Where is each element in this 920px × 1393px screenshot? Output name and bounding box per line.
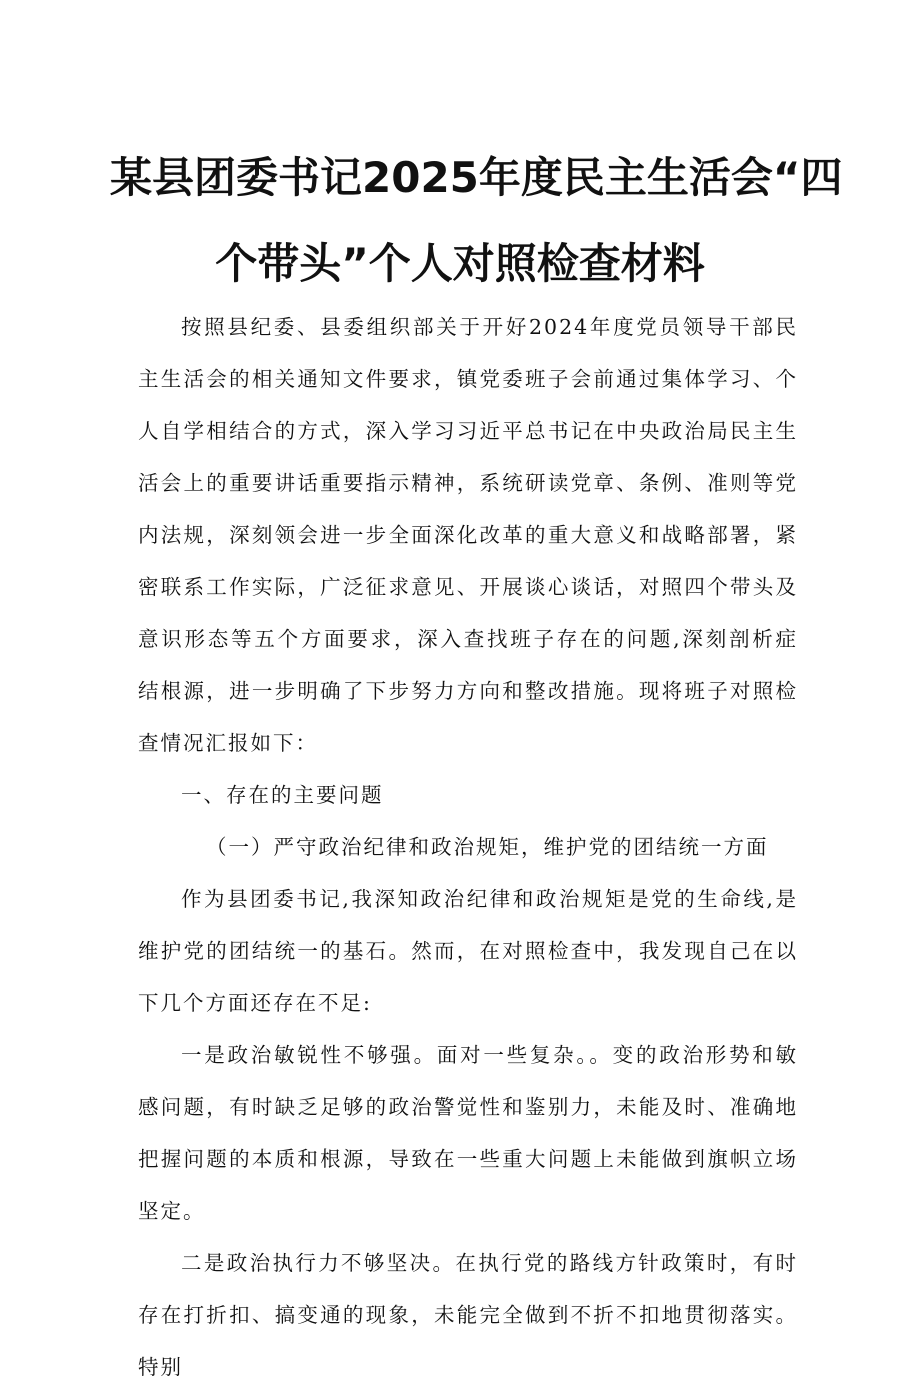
intro-paragraph: 按照县纪委、县委组织部关于开好2024年度党员领导干部民主生活会的相关通知文件要求，镇党委班子会前通过集体学习、个人自学相结合的方式，深入学习习近平总书记在中央政治局民主生活会上的重要讲话重要指示精神，系统研读党章、条例、准则等党内法规，深刻领会进一步全面深化改革的重大意义和战略部署，紧密联系工作实际，广泛征求意见、开展谈心谈话，对照四个带头及意识形态等五个方面要求，深入查找班子存在的问题,深刻剖析症结根源，进一步明确了下步努力方向和整改措施。现将班子对照检查情况汇报如下： — [138, 315, 798, 755]
document-title-line-1: 某县团委书记2025年度民主生活会“四 — [110, 153, 843, 202]
point-paragraph-1: 一是政治敏锐性不够强。面对一些复杂。。变的政治形势和敏感问题，有时缺乏足够的政治警觉性和鉴别力，未能及时、准确地把握问题的本质和根源，导致在一些重大问题上未能做到旗帜立场坚定。 — [138, 1043, 798, 1223]
body-paragraph: 作为县团委书记,我深知政治纪律和政治规矩是党的生命线,是维护党的团结统一的基石。然而，在对照检查中，我发现自己在以下几个方面还存在不足: — [138, 887, 798, 1015]
document-body — [138, 301, 798, 1393]
document-title-line-2: 个带头”个人对照检查材料 — [215, 239, 705, 288]
point-paragraph-2: 二是政治执行力不够坚决。在执行党的路线方针政策时，有时存在打折扣、搞变通的现象，未能完全做到不折不扣地贯彻落实。特别 — [138, 1251, 798, 1379]
section-heading: 一、存在的主要问题 — [181, 783, 384, 807]
subsection-heading: （一）严守政治纪律和政治规矩，维护党的团结统一方面 — [206, 835, 769, 859]
